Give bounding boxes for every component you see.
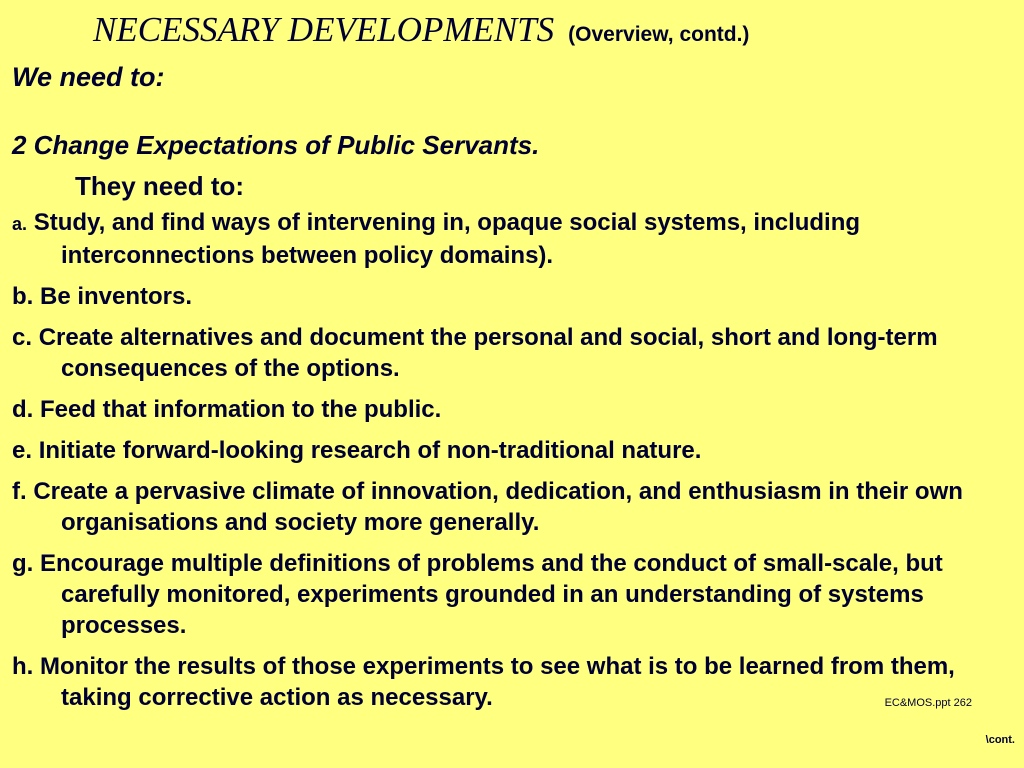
slide-title: NECESSARY DEVELOPMENTS [93,10,555,49]
list-item-g [12,548,1014,641]
list-marker: c. [12,324,33,351]
continuation-marker: \cont. [985,734,1015,746]
list-item-h [12,651,1014,713]
list-marker: h. [12,653,34,680]
expectations-list [12,207,1014,723]
slide-title-row [93,10,749,50]
list-item-text: Create alternatives and document the personal and social, short and long-term consequences of the options. [38,324,938,382]
list-marker: e. [12,437,33,464]
slide-footnote: EC&MOS.ppt 262 [884,697,972,709]
list-item-text: Initiate forward-looking research of non-traditional nature. [38,437,702,464]
list-item-f [12,476,1014,538]
list-item-text: Feed that information to the public. [40,396,442,423]
section-heading: 2 Change Expectations of Public Servants. [12,130,540,160]
list-marker: b. [12,283,34,310]
list-item-e [12,435,1014,466]
list-item-d [12,394,1014,425]
lead-text: We need to: [12,62,165,92]
list-item-c [12,322,1014,384]
list-marker: a. [12,214,28,234]
list-marker: d. [12,396,34,423]
section-subheading: They need to: [75,171,245,201]
list-item-text: Be inventors. [40,283,193,310]
list-marker: g. [12,550,34,577]
list-item-a [12,207,1014,271]
list-item-b [12,281,1014,312]
slide-title-note: (Overview, contd.) [568,23,750,46]
list-item-text: Monitor the results of those experiments to see what is to be learned from them, taking corrective action as necessary. [40,653,955,711]
list-item-text: Study, and find ways of intervening in, opaque social systems, including interconnections between policy domains). [33,209,861,269]
list-item-text: Create a pervasive climate of innovation, dedication, and enthusiasm in their own organisations and society more generally. [33,478,963,536]
list-marker: f. [12,478,27,505]
list-item-text: Encourage multiple definitions of problems and the conduct of small-scale, but carefully monitored, experiments grounded in an understanding of systems processes. [40,550,943,639]
